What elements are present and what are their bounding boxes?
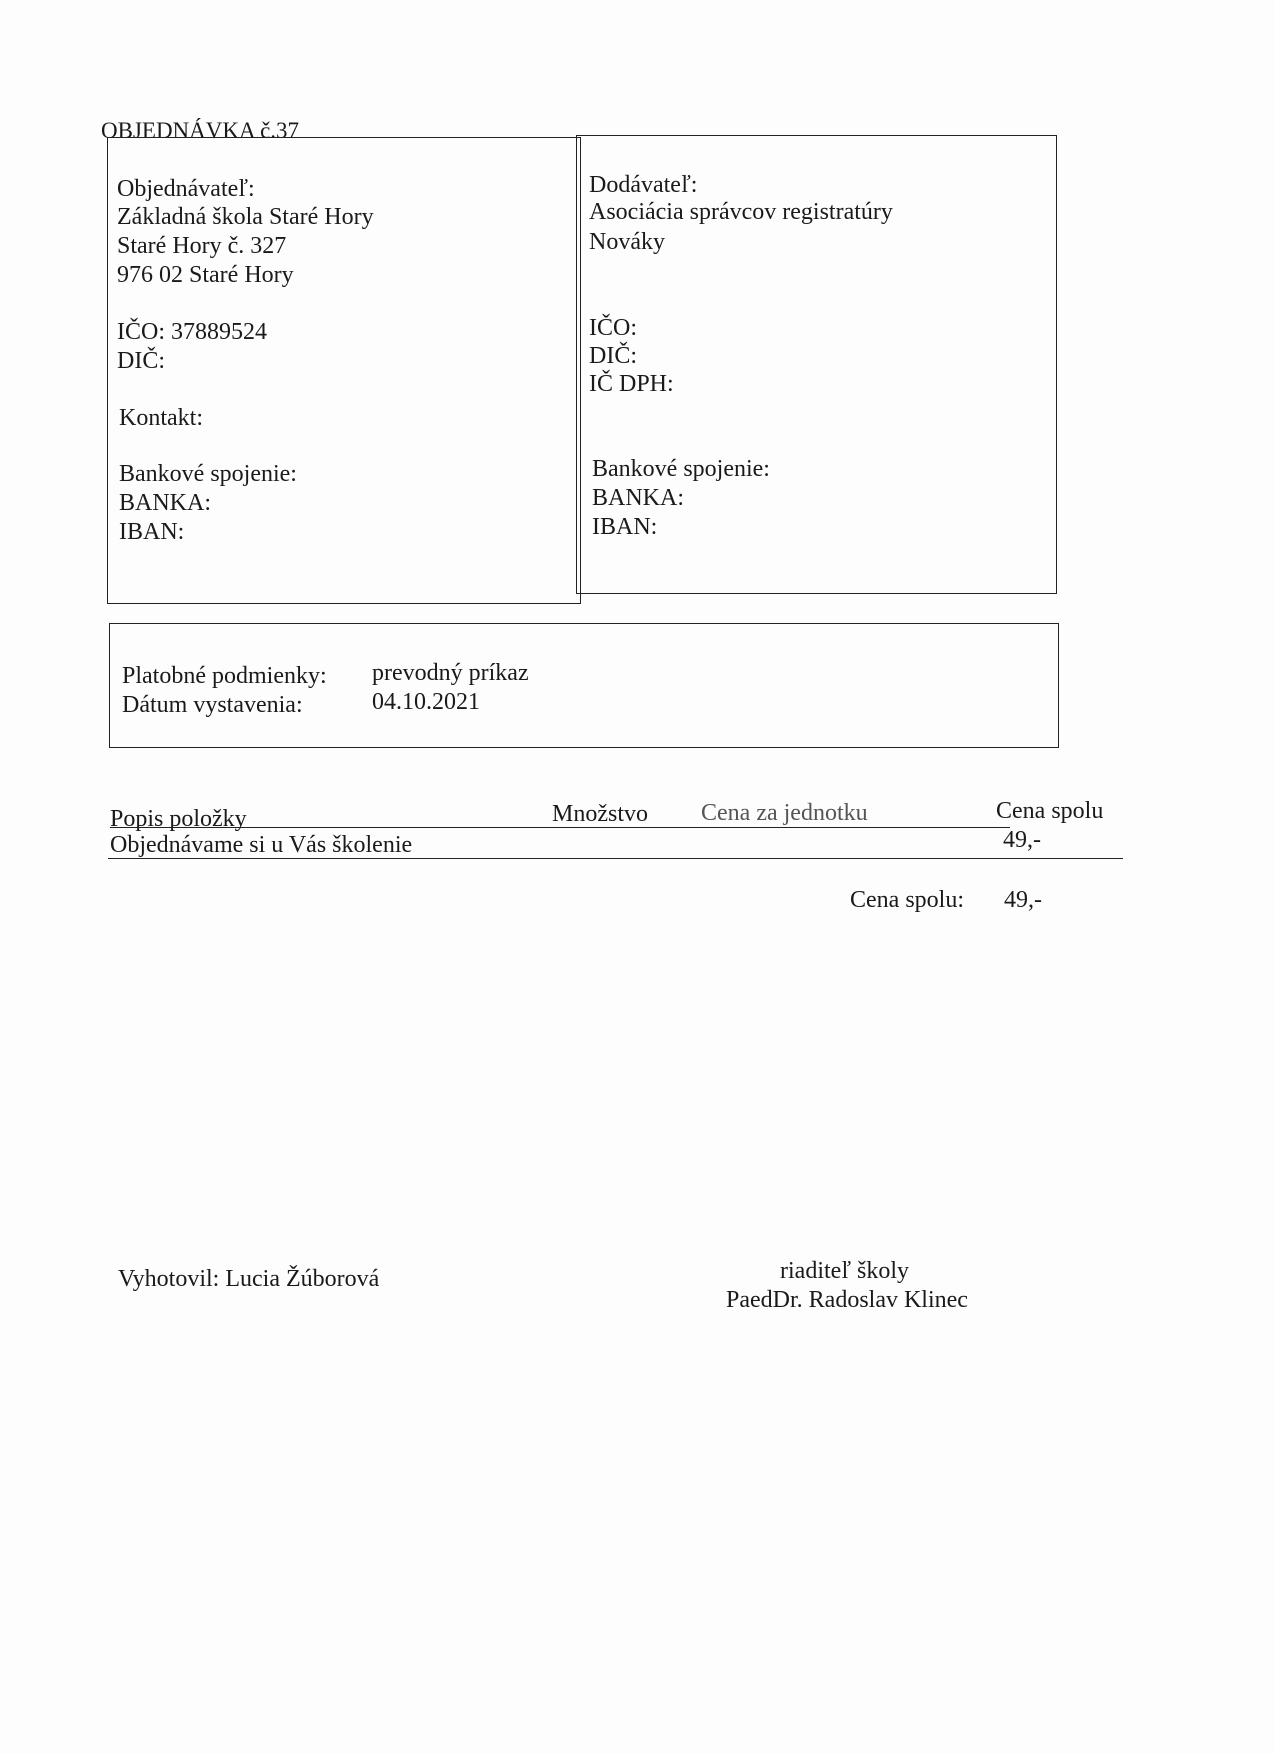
header-description: Popis položky — [110, 806, 247, 832]
row-total: 49,- — [1003, 827, 1041, 853]
orderer-dic: DIČ: — [117, 348, 165, 374]
orderer-ico: IČO: 37889524 — [117, 319, 267, 345]
header-unit-price: Cena za jednotku — [701, 800, 868, 826]
supplier-dic: DIČ: — [589, 343, 637, 369]
orderer-heading: Objednávateľ: — [117, 176, 255, 202]
order-title: OBJEDNÁVKA č.37 — [101, 118, 300, 143]
supplier-ico: IČO: — [589, 315, 637, 341]
supplier-city: Nováky — [589, 229, 665, 255]
supplier-name: Asociácia správcov registratúry — [589, 199, 893, 225]
supplier-ic-dph: IČ DPH: — [589, 371, 674, 397]
payment-terms-label: Platobné podmienky: — [122, 663, 327, 689]
prepared-by: Vyhotovil: Lucia Žúborová — [118, 1266, 380, 1292]
issue-date-value: 04.10.2021 — [372, 689, 480, 715]
payment-terms-value: prevodný príkaz — [372, 660, 529, 686]
table-header-rule — [110, 827, 1010, 828]
orderer-contact: Kontakt: — [119, 405, 203, 431]
orderer-name: Základná škola Staré Hory — [117, 204, 374, 230]
supplier-bank-heading: Bankové spojenie: — [592, 456, 770, 482]
director-name: PaedDr. Radoslav Klinec — [726, 1287, 968, 1313]
header-total: Cena spolu — [996, 798, 1104, 824]
orderer-city: 976 02 Staré Hory — [117, 262, 294, 288]
supplier-iban: IBAN: — [592, 514, 658, 540]
total-label: Cena spolu: — [850, 887, 964, 913]
director-title: riaditeľ školy — [780, 1258, 910, 1284]
orderer-bank: BANKA: — [119, 490, 212, 516]
row-description: Objednávame si u Vás školenie — [110, 832, 413, 858]
orderer-iban: IBAN: — [119, 519, 185, 545]
header-quantity: Množstvo — [552, 801, 648, 827]
orderer-bank-heading: Bankové spojenie: — [119, 461, 297, 487]
table-row-rule — [108, 858, 1123, 859]
orderer-street: Staré Hory č. 327 — [117, 233, 287, 259]
supplier-heading: Dodávateľ: — [589, 172, 698, 198]
total-value: 49,- — [1004, 887, 1042, 913]
issue-date-label: Dátum vystavenia: — [122, 692, 303, 718]
supplier-bank: BANKA: — [592, 485, 685, 511]
